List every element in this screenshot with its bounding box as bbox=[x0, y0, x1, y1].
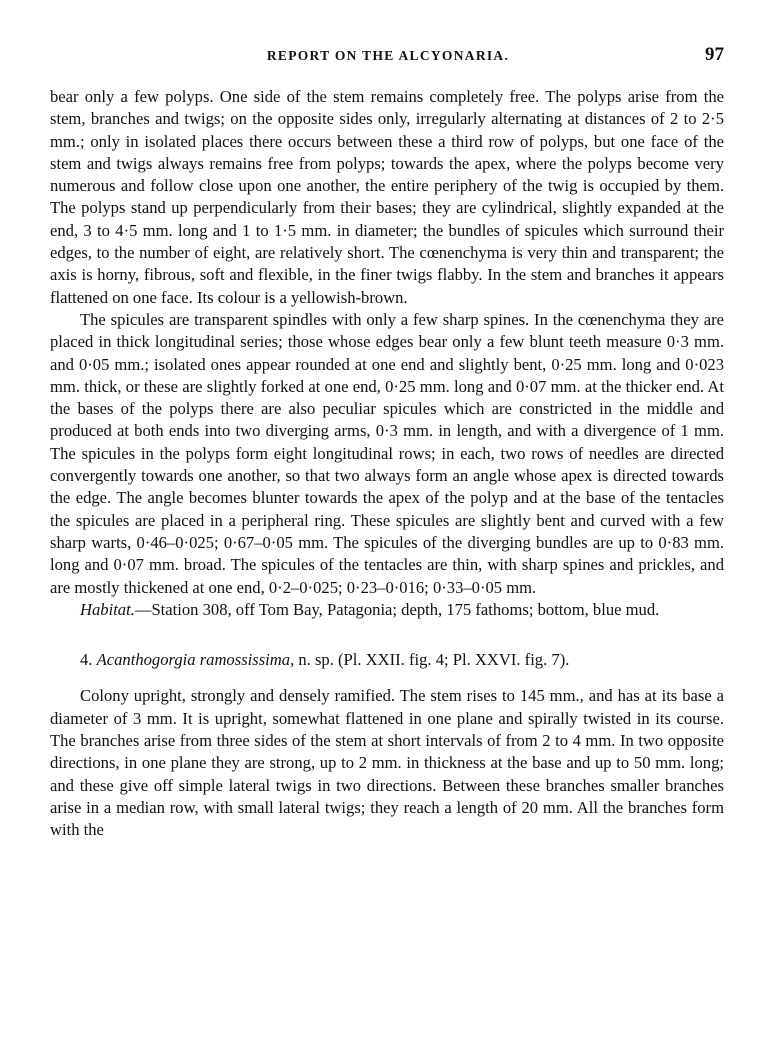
paragraph-habitat bbox=[50, 599, 724, 621]
habitat-text: —Station 308, off Tom Bay, Patagonia; depth, 175 fathoms; bottom, blue mud. bbox=[134, 599, 660, 619]
species-heading bbox=[50, 649, 724, 671]
species-plate-reference: , n. sp. (Pl. XXII. fig. 4; Pl. XXVI. fig. 7). bbox=[290, 650, 570, 670]
paragraph-description: Colony upright, strongly and densely ramified. The stem rises to 145 mm., and has at its base a diameter of 3 mm. It is upright, somewhat flattened in one plane and spirally twisted in its course. The branches arise from three sides of the stem at short intervals of from 2 to 4 mm. In two opposite directions, in one plane they are strong, up to 2 mm. in thickness at the base and up to 50 mm. long; and these give off simple lateral twigs in two directions. Between these branches smaller branches arise in a median row, with small lateral twigs; they reach a length of 20 mm. All the branches form with the bbox=[50, 686, 724, 840]
running-title: REPORT ON THE ALCYONARIA. bbox=[266, 48, 510, 63]
species-name: Acanthogorgia ramossissima bbox=[96, 650, 291, 670]
habitat-label: Habitat. bbox=[80, 599, 135, 619]
paragraph-continuation: bear only a few polyps. One side of the stem remains completely free. The polyps arise from the stem, branches and twigs; on the opposite sides only, irregularly alternating at distances of 2 to 2·5 mm.; only in isolated places there occurs between these a third row of polyps, but one face of the stem and twigs always remains free from polyps; towards the apex, where the polyps become very numerous and follow close upon one another, the entire periphery of the twig is occupied by them. The polyps stand up perpendicularly from their bases; they are cylindrical, slightly expanded at the end, 3 to 4·5 mm. long and 1 to 1·5 mm. in diameter; the bundles of spicules which surround their edges, to the number of eight, are relatively short. The cœnenchyma is very thin and transparent; the axis is horny, fibrous, soft and flexible, in the finer twigs flabby. In the stem and branches it appears flattened on one face. Its colour is a yellowish-brown. bbox=[50, 87, 724, 307]
paragraph-spicules: The spicules are transparent spindles with only a few sharp spines. In the cœnenchyma they are placed in thick longitudinal series; those whose edges bear only a few blunt teeth measure 0·3 mm. and 0·05 mm.; isolated ones appear rounded at one end and slightly bent, 0·25 mm. long and 0·023 mm. thick, or these are slightly forked at one end, 0·25 mm. long and 0·07 mm. at the thicker end. At the bases of the polyps there are also peculiar spicules which are constricted in the middle and produced at both ends into two diverging arms, 0·3 mm. in length, and with a divergence of 1 mm. The spicules in the polyps form eight longitudinal rows; in each, two rows of needles are directed convergently towards one another, so that two always form an angle whose apex is directed towards the edge. The angle becomes blunter towards the apex of the polyp and at the base of the tentacles the spicules are placed in a peripheral ring. These spicules are slightly bent and curved with a few sharp warts, 0·46–0·025; 0·67–0·05 mm. The spicules of the diverging bundles are up to 0·83 mm. long and 0·07 mm. broad. The spicules of the tentacles are thin, with sharp spines and prickles, and are mostly thickened at one end, 0·2–0·025; 0·23–0·016; 0·33–0·05 mm. bbox=[50, 309, 724, 597]
page-number: 97 bbox=[705, 44, 724, 65]
body-text bbox=[50, 86, 724, 842]
species-number: 4. bbox=[80, 650, 93, 670]
running-head bbox=[0, 44, 776, 68]
